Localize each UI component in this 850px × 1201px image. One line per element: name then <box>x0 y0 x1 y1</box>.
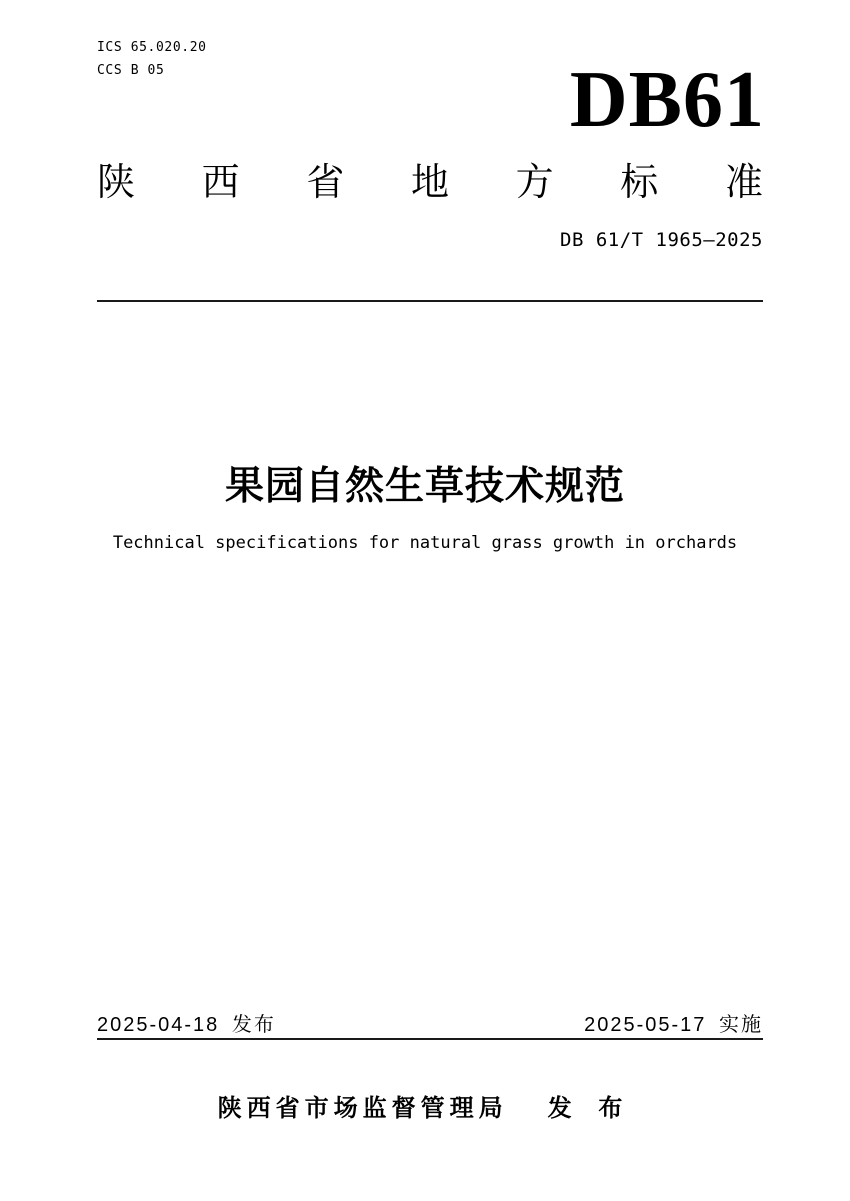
ccs-code: CCS B 05 <box>97 63 165 78</box>
standard-category-char: 标 <box>620 162 659 204</box>
issue-date-item <box>97 1008 276 1037</box>
standard-category-char: 地 <box>410 162 449 204</box>
standard-category-title <box>97 162 763 206</box>
standard-category-char: 方 <box>515 162 554 204</box>
standard-number: DB 61/T 1965—2025 <box>560 229 763 251</box>
implementation-date-label: 实施 <box>719 1014 763 1036</box>
standard-category-char: 陕 <box>97 162 136 204</box>
issue-date-label: 发布 <box>231 1014 276 1036</box>
implementation-date: 2025-05-17 <box>584 1014 707 1036</box>
standard-category-char: 省 <box>306 162 345 204</box>
document-title: 果园自然生草技术规范 <box>224 465 625 508</box>
ics-code: ICS 65.020.20 <box>97 40 207 55</box>
publisher-name: 陕西省市场监督管理局 <box>217 1095 508 1122</box>
footer-rule <box>97 1038 763 1040</box>
issue-date: 2025-04-18 <box>97 1014 220 1036</box>
publish-label: 发 布 <box>547 1095 633 1122</box>
db61-logo: DB61 <box>569 56 765 144</box>
dates-row <box>97 1008 763 1037</box>
header-rule <box>97 300 763 302</box>
standard-category-char: 西 <box>201 162 240 204</box>
document-title-english: Technical specifications for natural grass growth in orchards <box>112 533 738 553</box>
publisher-row <box>0 1088 850 1123</box>
standard-category-char: 准 <box>724 162 763 204</box>
implementation-date-item <box>584 1008 763 1037</box>
